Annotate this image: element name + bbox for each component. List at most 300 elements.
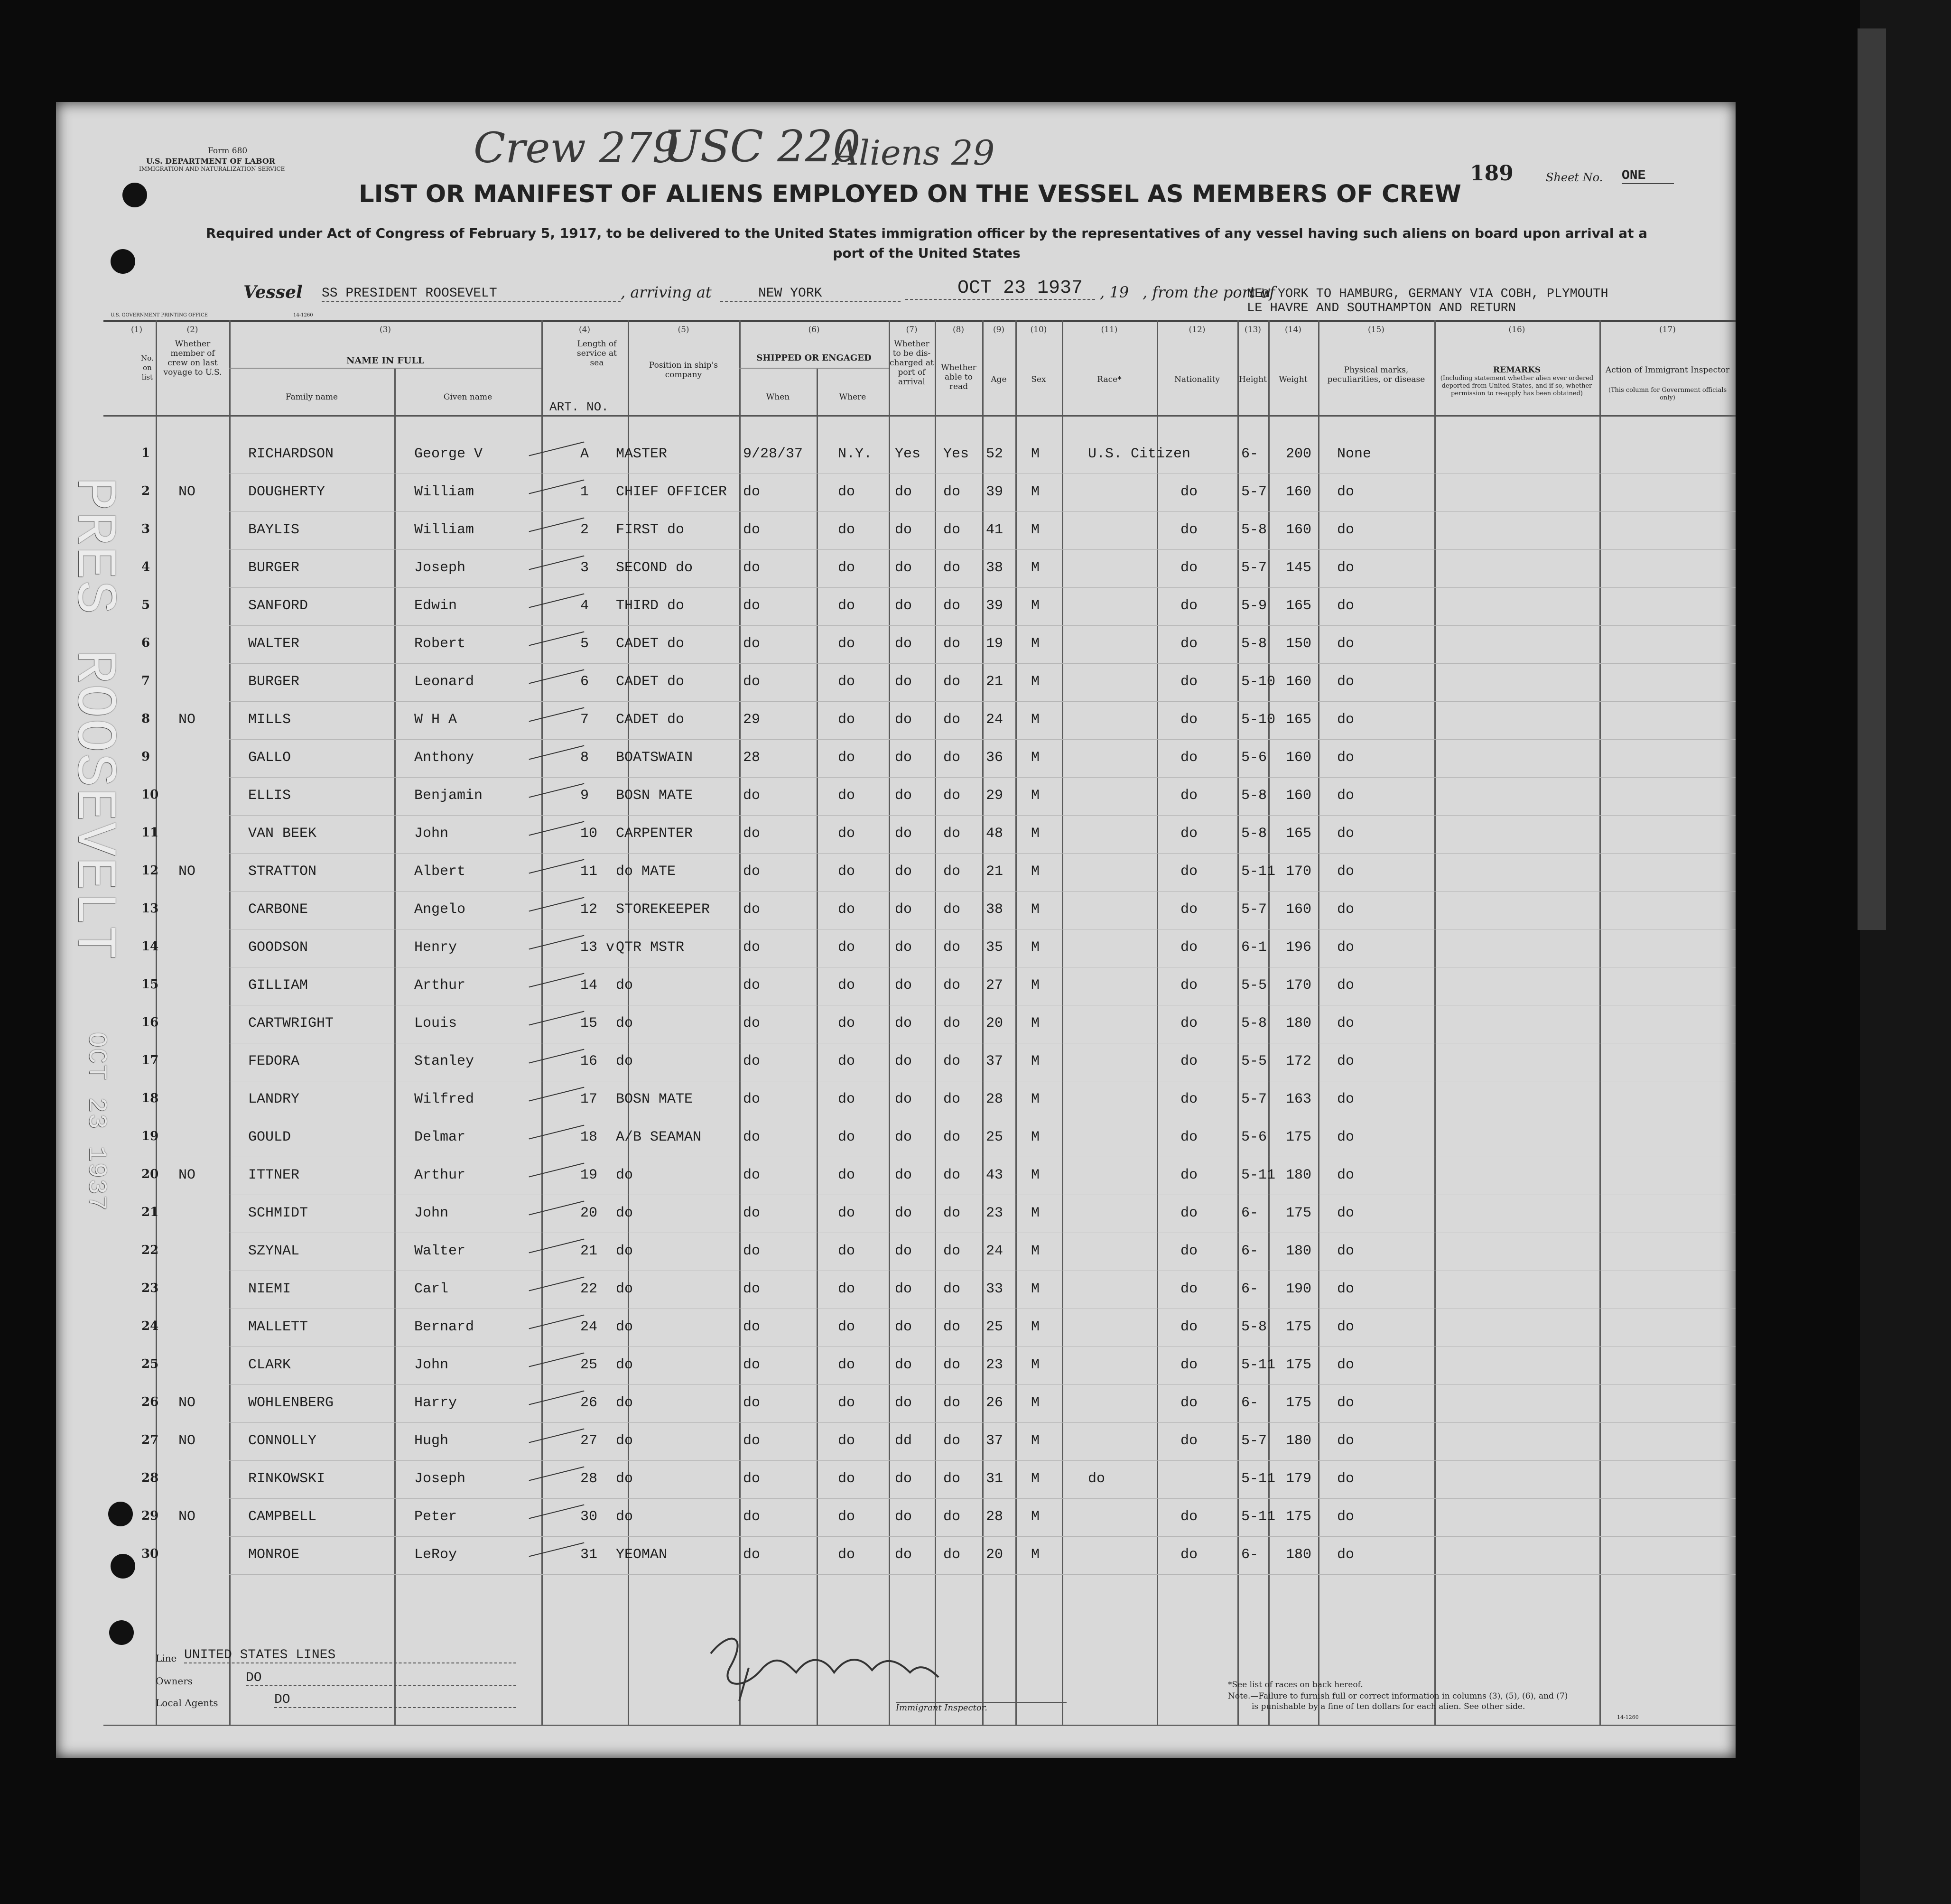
- family-name-cell: SZYNAL: [248, 1243, 300, 1259]
- year-label: , 19: [1100, 283, 1129, 301]
- height-cell: 5-11: [1241, 1167, 1276, 1183]
- position-cell: do: [616, 1319, 633, 1335]
- row-number: 17: [141, 1053, 159, 1068]
- shipped-when-cell: do: [743, 1129, 761, 1145]
- header-remarks: REMARKS: [1493, 365, 1541, 375]
- discharged-cell: do: [895, 1205, 912, 1221]
- physical-marks-cell: do: [1337, 560, 1355, 576]
- shipped-when-cell: do: [743, 560, 761, 576]
- sex-cell: M: [1031, 750, 1040, 766]
- height-cell: 5-7: [1241, 560, 1267, 576]
- given-name-cell: Joseph: [414, 1471, 466, 1487]
- nationality-cell: do: [1180, 522, 1198, 538]
- row-number: 27: [141, 1433, 159, 1447]
- nationality-cell: do: [1180, 484, 1198, 500]
- age-cell: 23: [986, 1357, 1003, 1373]
- family-name-cell: MALLETT: [248, 1319, 308, 1335]
- sex-cell: M: [1031, 977, 1040, 994]
- shipped-when-cell: do: [743, 1015, 761, 1031]
- table-row: [56, 788, 1736, 826]
- height-cell: 5-11: [1241, 1509, 1276, 1525]
- physical-marks-cell: do: [1337, 1167, 1355, 1183]
- discharged-cell: do: [895, 1243, 912, 1259]
- local-agents-value: DO: [274, 1692, 516, 1708]
- weight-cell: 160: [1286, 788, 1312, 804]
- nationality-cell: do: [1180, 1281, 1198, 1297]
- nationality-cell: do: [1180, 1319, 1198, 1335]
- age-cell: 52: [986, 446, 1003, 462]
- service-name: IMMIGRATION AND NATURALIZATION SERVICE: [139, 166, 285, 172]
- discharged-cell: do: [895, 1395, 912, 1411]
- age-cell: 37: [986, 1053, 1003, 1069]
- table-row: [56, 522, 1736, 560]
- nationality-cell: do: [1180, 1395, 1198, 1411]
- height-cell: 5-6: [1241, 1129, 1267, 1145]
- sex-cell: M: [1031, 1091, 1040, 1107]
- nationality-cell: do: [1180, 750, 1198, 766]
- shipped-when-cell: 9/28/37: [743, 446, 803, 462]
- nationality-cell: do: [1180, 977, 1198, 994]
- sex-cell: M: [1031, 522, 1040, 538]
- position-cell: BOATSWAIN: [616, 750, 693, 766]
- physical-marks-cell: do: [1337, 1509, 1355, 1525]
- form-number: Form 680: [208, 146, 248, 156]
- physical-marks-cell: do: [1337, 977, 1355, 994]
- page-number: 189: [1470, 161, 1514, 186]
- family-name-cell: WOHLENBERG: [248, 1395, 334, 1411]
- family-name-cell: MILLS: [248, 712, 291, 728]
- age-cell: 36: [986, 750, 1003, 766]
- art-no-cell: 27: [580, 1433, 598, 1449]
- physical-marks-cell: do: [1337, 901, 1355, 918]
- table-row: [56, 1053, 1736, 1091]
- height-cell: 5-7: [1241, 1091, 1267, 1107]
- family-name-cell: SCHMIDT: [248, 1205, 308, 1221]
- header-weight: Weight: [1279, 375, 1308, 384]
- shipped-when-cell: 29: [743, 712, 761, 728]
- shipped-when-cell: do: [743, 598, 761, 614]
- family-name-cell: ELLIS: [248, 788, 291, 804]
- given-name-cell: LeRoy: [414, 1547, 457, 1563]
- sex-cell: M: [1031, 1053, 1040, 1069]
- weight-cell: 160: [1286, 522, 1312, 538]
- position-cell: CADET do: [616, 636, 685, 652]
- shipped-where-cell: do: [838, 1053, 855, 1069]
- position-cell: do MATE: [616, 864, 676, 880]
- col-number-7: (7): [906, 325, 918, 334]
- able-to-read-cell: do: [943, 1357, 961, 1373]
- header-discharged: Whether to be dis-charged at port of arrival: [890, 339, 934, 387]
- physical-marks-cell: do: [1337, 788, 1355, 804]
- given-name-cell: Benjamin: [414, 788, 483, 804]
- weight-cell: 160: [1286, 674, 1312, 690]
- row-number: 5: [141, 598, 150, 612]
- age-cell: 20: [986, 1015, 1003, 1031]
- age-cell: 20: [986, 1547, 1003, 1563]
- height-cell: 6-: [1241, 1281, 1259, 1297]
- position-cell: do: [616, 1357, 633, 1373]
- row-number: 8: [141, 712, 150, 726]
- header-age: Age: [991, 375, 1007, 384]
- able-to-read-cell: do: [943, 484, 961, 500]
- given-name-cell: William: [414, 522, 474, 538]
- sex-cell: M: [1031, 864, 1040, 880]
- age-cell: 39: [986, 598, 1003, 614]
- height-cell: 6-: [1241, 1205, 1259, 1221]
- shipped-when-cell: do: [743, 1395, 761, 1411]
- handwritten-crew-count: Crew 279: [474, 123, 679, 172]
- art-no-cell: 16: [580, 1053, 598, 1069]
- nationality-cell: do: [1180, 598, 1198, 614]
- row-number: 23: [141, 1281, 159, 1295]
- row-number: 30: [141, 1547, 159, 1561]
- shipped-where-cell: do: [838, 560, 855, 576]
- nationality-cell: do: [1180, 674, 1198, 690]
- inspector-caption: Immigrant Inspector.: [896, 1702, 1067, 1713]
- art-no-cell: 1: [580, 484, 589, 500]
- table-row: [56, 446, 1736, 484]
- physical-marks-cell: do: [1337, 636, 1355, 652]
- shipped-where-cell: do: [838, 712, 855, 728]
- weight-cell: 160: [1286, 750, 1312, 766]
- able-to-read-cell: do: [943, 1015, 961, 1031]
- sex-cell: M: [1031, 1243, 1040, 1259]
- col-number-4: (4): [578, 325, 591, 334]
- art-no-cell: 19: [580, 1167, 598, 1183]
- family-name-cell: BURGER: [248, 560, 300, 576]
- shipped-where-cell: do: [838, 522, 855, 538]
- art-no-cell: 25: [580, 1357, 598, 1373]
- able-to-read-cell: do: [943, 826, 961, 842]
- row-rule: [229, 549, 1736, 550]
- row-rule: [229, 1460, 1736, 1461]
- physical-marks-cell: do: [1337, 1243, 1355, 1259]
- position-cell: BOSN MATE: [616, 788, 693, 804]
- family-name-cell: MONROE: [248, 1547, 300, 1563]
- sheet-number: ONE: [1622, 168, 1674, 184]
- table-row: [56, 636, 1736, 674]
- header-when: When: [766, 392, 790, 402]
- shipped-when-cell: do: [743, 1053, 761, 1069]
- shipped-where-cell: do: [838, 1319, 855, 1335]
- row-rule: [229, 587, 1736, 588]
- family-name-cell: GALLO: [248, 750, 291, 766]
- age-cell: 27: [986, 977, 1003, 994]
- header-race: Race*: [1097, 375, 1122, 384]
- col-number-1: (1): [130, 325, 143, 334]
- shipped-when-cell: do: [743, 1319, 761, 1335]
- sex-cell: M: [1031, 560, 1040, 576]
- position-cell: QTR MSTR: [616, 939, 685, 956]
- sex-cell: M: [1031, 1395, 1040, 1411]
- able-to-read-cell: do: [943, 1281, 961, 1297]
- sex-cell: M: [1031, 1167, 1040, 1183]
- col-number-3: (3): [379, 325, 391, 334]
- footer-form-code: 14-1260: [1617, 1714, 1639, 1720]
- from-port-label: , from the port of: [1143, 283, 1275, 301]
- height-cell: 5-8: [1241, 636, 1267, 652]
- header-rule: [229, 368, 541, 369]
- row-rule: [229, 777, 1736, 778]
- art-no-cell: 14: [580, 977, 598, 994]
- shipped-where-cell: do: [838, 1471, 855, 1487]
- shipped-when-cell: do: [743, 826, 761, 842]
- table-row: [56, 1509, 1736, 1547]
- row-number: 2: [141, 484, 150, 498]
- sex-cell: M: [1031, 1357, 1040, 1373]
- header-sex: Sex: [1031, 375, 1046, 384]
- sex-cell: M: [1031, 712, 1040, 728]
- physical-marks-cell: do: [1337, 1547, 1355, 1563]
- position-cell: CHIEF OFFICER: [616, 484, 727, 500]
- sex-cell: M: [1031, 826, 1040, 842]
- given-name-cell: John: [414, 826, 449, 842]
- nationality-cell: do: [1180, 1205, 1198, 1221]
- able-to-read-cell: do: [943, 674, 961, 690]
- col-number-14: (14): [1285, 325, 1301, 334]
- header-family-name: Family name: [285, 392, 338, 402]
- shipped-when-cell: 28: [743, 750, 761, 766]
- art-no-cell: 15: [580, 1015, 598, 1031]
- art-no-cell: 20: [580, 1205, 598, 1221]
- shipped-when-cell: do: [743, 674, 761, 690]
- nationality-cell: do: [1180, 1167, 1198, 1183]
- row-rule: [229, 891, 1736, 892]
- position-cell: do: [616, 1433, 633, 1449]
- nationality-cell: do: [1180, 901, 1198, 918]
- table-row: [56, 1357, 1736, 1395]
- shipped-when-cell: do: [743, 522, 761, 538]
- col-number-9: (9): [993, 325, 1005, 334]
- weight-cell: 175: [1286, 1129, 1312, 1145]
- row-number: 15: [141, 977, 159, 992]
- given-name-cell: Delmar: [414, 1129, 466, 1145]
- given-name-cell: Leonard: [414, 674, 474, 690]
- position-cell: SECOND do: [616, 560, 693, 576]
- punch-hole: [111, 249, 135, 274]
- position-cell: CADET do: [616, 712, 685, 728]
- nationality-cell: do: [1180, 939, 1198, 956]
- given-name-cell: Louis: [414, 1015, 457, 1031]
- vessel-label: Vessel: [243, 282, 303, 302]
- table-row: [56, 1281, 1736, 1319]
- line-value: UNITED STATES LINES: [184, 1648, 516, 1663]
- row-rule: [229, 1498, 1736, 1499]
- row-number: 11: [141, 826, 159, 840]
- physical-marks-cell: do: [1337, 864, 1355, 880]
- row-rule: [229, 815, 1736, 816]
- position-cell: do: [616, 1243, 633, 1259]
- row-number: 14: [141, 939, 159, 954]
- penalty-note-2: is punishable by a fine of ten dollars for each alien. See other side.: [1252, 1702, 1525, 1711]
- physical-marks-cell: do: [1337, 1471, 1355, 1487]
- age-cell: 24: [986, 1243, 1003, 1259]
- arrival-date: OCT 23 1937: [905, 278, 1095, 300]
- given-name-cell: Carl: [414, 1281, 449, 1297]
- row-rule: [229, 1384, 1736, 1385]
- position-cell: do: [616, 1053, 633, 1069]
- arriving-label: , arriving at: [621, 283, 712, 301]
- given-name-cell: Arthur: [414, 977, 466, 994]
- shipped-when-cell: do: [743, 1167, 761, 1183]
- family-name-cell: BURGER: [248, 674, 300, 690]
- row-number: 16: [141, 1015, 159, 1030]
- family-name-cell: GOODSON: [248, 939, 308, 956]
- nationality-cell: do: [1180, 1129, 1198, 1145]
- given-name-cell: John: [414, 1357, 449, 1373]
- height-cell: 5-8: [1241, 1319, 1267, 1335]
- discharged-cell: do: [895, 1129, 912, 1145]
- given-name-cell: Anthony: [414, 750, 474, 766]
- shipped-where-cell: do: [838, 977, 855, 994]
- sex-cell: M: [1031, 1547, 1040, 1563]
- family-name-cell: SANFORD: [248, 598, 308, 614]
- able-to-read-cell: do: [943, 712, 961, 728]
- weight-cell: 150: [1286, 636, 1312, 652]
- height-cell: 6-: [1241, 1395, 1259, 1411]
- owners-label: Owners: [156, 1675, 193, 1687]
- discharged-cell: do: [895, 1091, 912, 1107]
- age-cell: 48: [986, 826, 1003, 842]
- last-voyage-cell: NO: [178, 864, 196, 880]
- family-name-cell: CARTWRIGHT: [248, 1015, 334, 1031]
- row-number: 9: [141, 750, 150, 764]
- col-number-12: (12): [1189, 325, 1206, 334]
- art-no-cell: 21: [580, 1243, 598, 1259]
- age-cell: 43: [986, 1167, 1003, 1183]
- check-mark: [529, 442, 585, 456]
- vessel-name: SS PRESIDENT ROOSEVELT: [322, 286, 621, 302]
- printing-code: 14-1260: [293, 313, 313, 318]
- shipped-where-cell: do: [838, 636, 855, 652]
- age-cell: 28: [986, 1091, 1003, 1107]
- position-cell: do: [616, 1015, 633, 1031]
- row-number: 10: [141, 788, 159, 802]
- height-cell: 5-7: [1241, 901, 1267, 918]
- nationality-cell: do: [1180, 826, 1198, 842]
- col-number-2: (2): [186, 325, 198, 334]
- able-to-read-cell: do: [943, 636, 961, 652]
- art-no-cell: 22: [580, 1281, 598, 1297]
- art-no-cell: 8: [580, 750, 589, 766]
- family-name-cell: NIEMI: [248, 1281, 291, 1297]
- physical-marks-cell: do: [1337, 939, 1355, 956]
- height-cell: 5-9: [1241, 598, 1267, 614]
- shipped-when-cell: do: [743, 484, 761, 500]
- art-no-cell: 28: [580, 1471, 598, 1487]
- given-name-cell: John: [414, 1205, 449, 1221]
- given-name-cell: W H A: [414, 712, 457, 728]
- col-number-8: (8): [952, 325, 965, 334]
- able-to-read-cell: do: [943, 1319, 961, 1335]
- age-cell: 38: [986, 901, 1003, 918]
- given-name-cell: Hugh: [414, 1433, 449, 1449]
- art-no-cell: 17: [580, 1091, 598, 1107]
- shipped-where-cell: do: [838, 1433, 855, 1449]
- physical-marks-cell: do: [1337, 826, 1355, 842]
- able-to-read-cell: do: [943, 1129, 961, 1145]
- able-to-read-cell: do: [943, 1433, 961, 1449]
- row-number: 20: [141, 1167, 159, 1181]
- shipped-when-cell: do: [743, 1281, 761, 1297]
- shipped-when-cell: do: [743, 1433, 761, 1449]
- art-no-cell: 18: [580, 1129, 598, 1145]
- nationality-cell: do: [1180, 1091, 1198, 1107]
- given-name-cell: Albert: [414, 864, 466, 880]
- age-cell: 37: [986, 1433, 1003, 1449]
- discharged-cell: do: [895, 674, 912, 690]
- row-number: 19: [141, 1129, 159, 1143]
- row-number: 4: [141, 560, 150, 574]
- shipped-when-cell: do: [743, 1547, 761, 1563]
- art-no-cell: 11: [580, 864, 598, 880]
- given-name-cell: Arthur: [414, 1167, 466, 1183]
- art-no-cell: 10: [580, 826, 598, 842]
- handwritten-aliens-count: Aliens 29: [834, 133, 995, 173]
- header-last-voyage: Whether member of crew on last voyage to U.S.: [163, 339, 222, 377]
- row-number: 1: [141, 446, 150, 460]
- sex-cell: M: [1031, 446, 1040, 462]
- sex-cell: M: [1031, 674, 1040, 690]
- row-number: 18: [141, 1091, 159, 1105]
- shipped-when-cell: do: [743, 636, 761, 652]
- discharged-cell: do: [895, 1053, 912, 1069]
- given-name-cell: Stanley: [414, 1053, 474, 1069]
- position-cell: do: [616, 1281, 633, 1297]
- discharged-cell: do: [895, 1281, 912, 1297]
- position-cell: YEOMAN: [616, 1547, 668, 1563]
- position-cell: do: [616, 1167, 633, 1183]
- row-rule: [229, 625, 1736, 626]
- sex-cell: M: [1031, 1205, 1040, 1221]
- header-action-note: (This column for Government officials only): [1608, 387, 1727, 401]
- discharged-cell: do: [895, 522, 912, 538]
- able-to-read-cell: do: [943, 864, 961, 880]
- discharged-cell: do: [895, 977, 912, 994]
- given-name-cell: Joseph: [414, 560, 466, 576]
- row-number: 25: [141, 1357, 159, 1371]
- table-row: [56, 750, 1736, 788]
- physical-marks-cell: do: [1337, 598, 1355, 614]
- physical-marks-cell: do: [1337, 1205, 1355, 1221]
- family-name-cell: FEDORA: [248, 1053, 300, 1069]
- last-voyage-cell: NO: [178, 712, 196, 728]
- row-rule: [229, 663, 1736, 664]
- line-label: Line: [156, 1653, 177, 1664]
- nationality-cell: do: [1180, 636, 1198, 652]
- weight-cell: 163: [1286, 1091, 1312, 1107]
- position-cell: THIRD do: [616, 598, 685, 614]
- discharged-cell: do: [895, 560, 912, 576]
- shipped-where-cell: do: [838, 1167, 855, 1183]
- discharged-cell: do: [895, 1547, 912, 1563]
- discharged-cell: Yes: [895, 446, 921, 462]
- shipped-when-cell: do: [743, 1243, 761, 1259]
- able-to-read-cell: do: [943, 560, 961, 576]
- art-no-cell: 7: [580, 712, 589, 728]
- physical-marks-cell: do: [1337, 1091, 1355, 1107]
- height-cell: 5-11: [1241, 864, 1276, 880]
- height-cell: 6-: [1241, 446, 1259, 462]
- col-number-10: (10): [1030, 325, 1047, 334]
- art-no-cell: 31: [580, 1547, 598, 1563]
- age-cell: 21: [986, 864, 1003, 880]
- nationality-cell: do: [1180, 1547, 1198, 1563]
- given-name-cell: Wilfred: [414, 1091, 474, 1107]
- family-name-cell: GILLIAM: [248, 977, 308, 994]
- physical-marks-cell: do: [1337, 1281, 1355, 1297]
- header-remarks-note: (Including statement whether alien ever ordered deported from United States, and if so, whether permission to re-apply has been obtained): [1440, 375, 1594, 397]
